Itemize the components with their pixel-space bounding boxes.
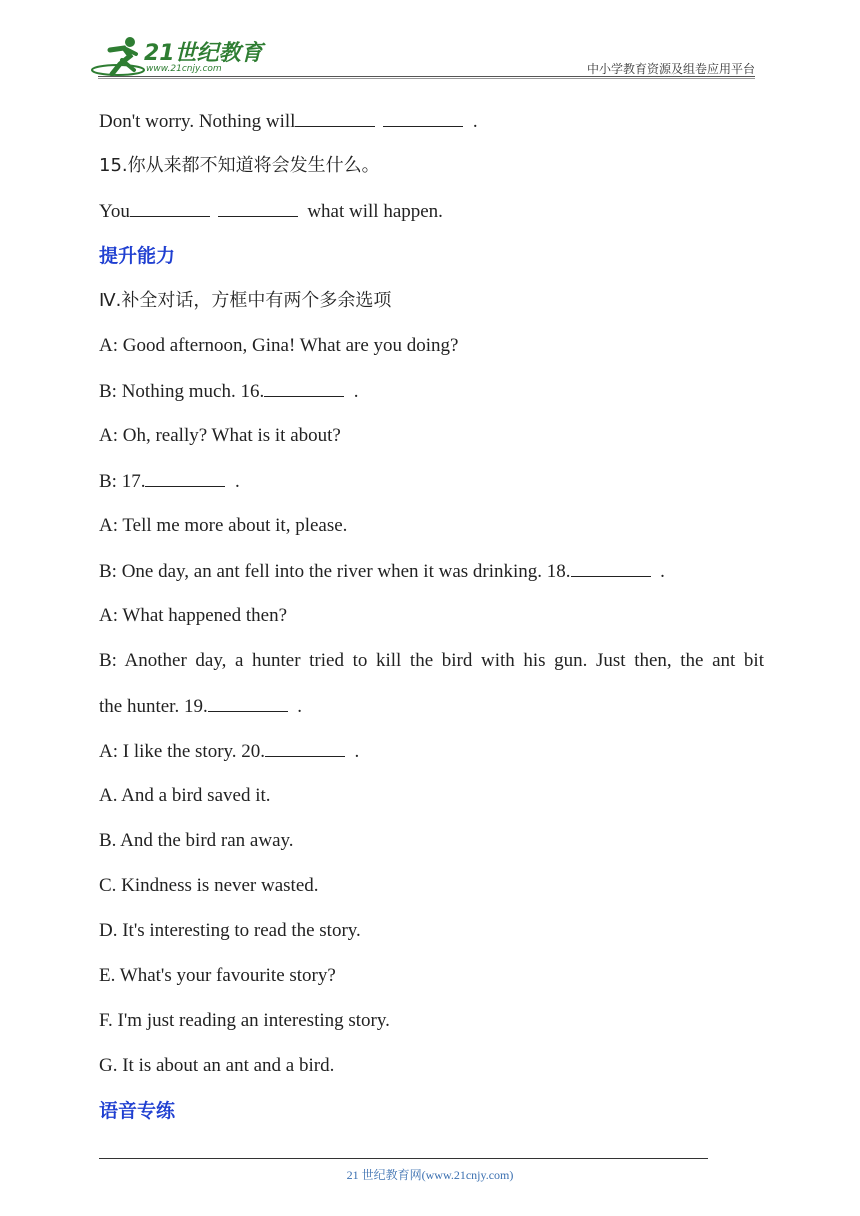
dialogue-line: A: Good afternoon, Gina! What are you doing? bbox=[99, 335, 459, 356]
dialogue-text: . bbox=[353, 381, 359, 402]
option-d: D. It's interesting to read the story. bbox=[99, 920, 361, 941]
dialogue-line: B: Another day, a hunter tried to kill the bird with his gun. Just then, the ant bit bbox=[99, 650, 764, 671]
page-header bbox=[90, 30, 755, 80]
option-f: F. I'm just reading an interesting story. bbox=[99, 1010, 390, 1031]
answer-blank bbox=[145, 466, 225, 487]
dialogue-line bbox=[99, 466, 764, 511]
dialogue-text: . bbox=[660, 561, 665, 582]
question-prompt: 15.你从来都不知道将会发生什么。 bbox=[99, 155, 380, 176]
runner-logo-icon bbox=[90, 34, 150, 78]
option-a: A. And a bird saved it. bbox=[99, 785, 271, 806]
dialogue-text: B: Nothing much. 16. bbox=[99, 381, 265, 402]
site-logo bbox=[90, 34, 265, 76]
option-b: B. And the bird ran away. bbox=[99, 830, 294, 851]
footer-divider bbox=[99, 1158, 708, 1159]
answer-blank bbox=[383, 106, 463, 127]
section-heading: 提升能力 bbox=[99, 245, 176, 267]
dialogue-text: . bbox=[234, 471, 240, 492]
question-line bbox=[99, 106, 764, 151]
dialogue-line: A: Oh, really? What is it about? bbox=[99, 425, 341, 446]
exercise-instruction: Ⅳ.补全对话，方框中有两个多余选项 bbox=[99, 290, 392, 311]
question-text: You bbox=[99, 201, 130, 222]
option-g: G. It is about an ant and a bird. bbox=[99, 1055, 335, 1076]
answer-blank bbox=[571, 556, 651, 577]
dialogue-line bbox=[99, 556, 764, 601]
dialogue-line bbox=[99, 691, 764, 736]
dialogue-line bbox=[99, 376, 764, 421]
dialogue-text: . bbox=[354, 741, 360, 762]
header-divider bbox=[98, 76, 755, 79]
answer-blank bbox=[264, 376, 344, 397]
logo-text: 21世纪教育 bbox=[144, 41, 263, 66]
dialogue-text: B: One day, an ant fell into the river when it was drinking. 18. bbox=[99, 561, 571, 582]
logo-url: www.21cnjy.com bbox=[146, 64, 222, 74]
dialogue-text: A: I like the story. 20. bbox=[99, 741, 266, 762]
question-text: . bbox=[472, 111, 478, 132]
option-e: E. What's your favourite story? bbox=[99, 965, 336, 986]
option-c: C. Kindness is never wasted. bbox=[99, 875, 319, 896]
question-text: Don't worry. Nothing will bbox=[99, 111, 296, 132]
question-text: what will happen. bbox=[307, 201, 443, 222]
header-tagline: 中小学教育资源及组卷应用平台 bbox=[586, 62, 755, 76]
dialogue-line bbox=[99, 736, 764, 781]
footer-text[interactable]: 21 世纪教育网(www.21cnjy.com) bbox=[346, 1168, 514, 1182]
dialogue-line: A: Tell me more about it, please. bbox=[99, 515, 348, 536]
dialogue-text: B: 17. bbox=[99, 471, 146, 492]
answer-blank bbox=[265, 736, 345, 757]
section-heading: 语音专练 bbox=[99, 1100, 176, 1122]
question-line bbox=[99, 196, 764, 241]
dialogue-text: the hunter. 19. bbox=[99, 696, 208, 717]
worksheet-content bbox=[99, 106, 764, 1141]
dialogue-line: A: What happened then? bbox=[99, 605, 287, 626]
answer-blank bbox=[130, 196, 210, 217]
answer-blank bbox=[218, 196, 298, 217]
dialogue-text: . bbox=[297, 696, 302, 717]
answer-blank bbox=[208, 691, 288, 712]
answer-blank bbox=[295, 106, 375, 127]
